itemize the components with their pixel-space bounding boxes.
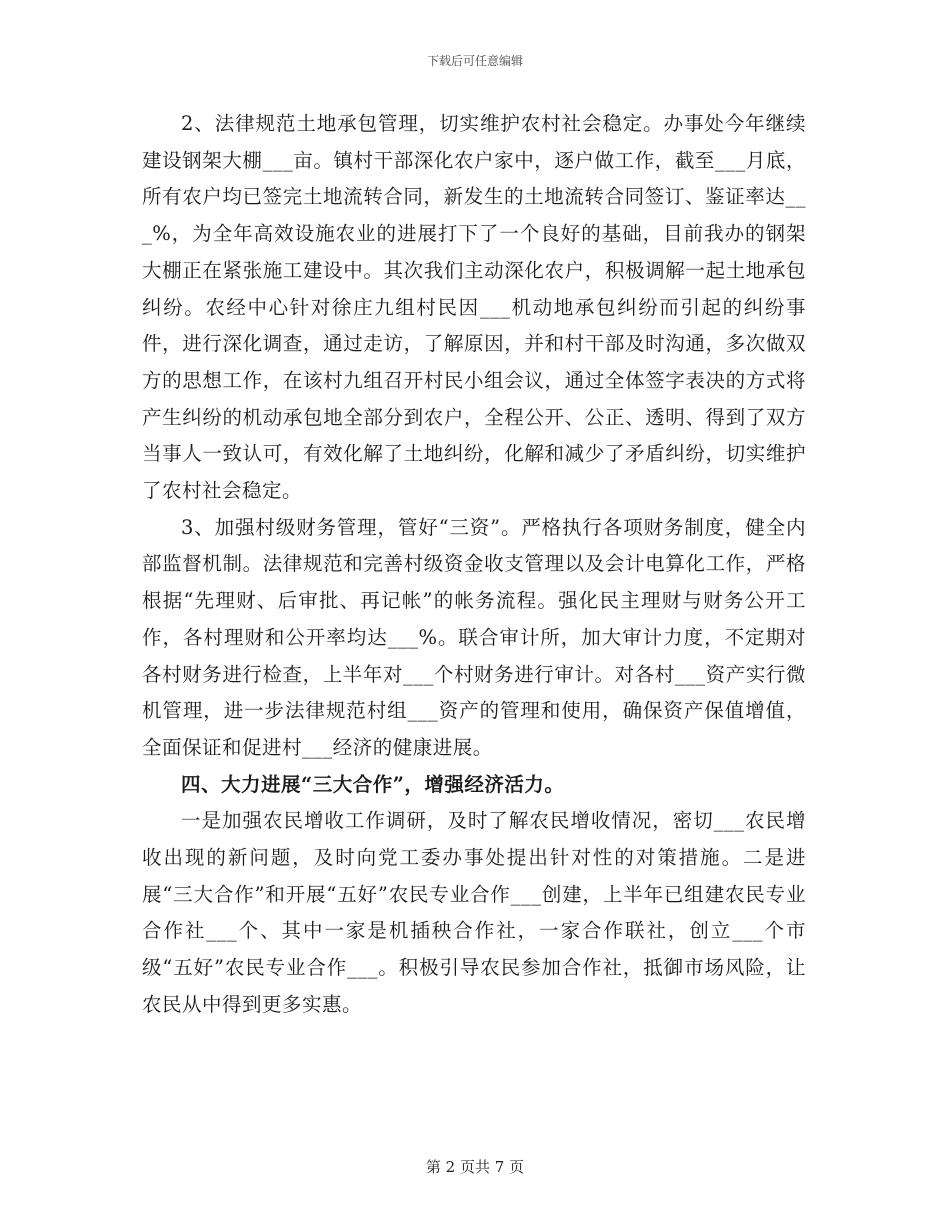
paragraph-land-contract: 2、法律规范土地承包管理，切实维护农村社会稳定。办事处今年继续建设钢架大棚___亩。镇村干部深化农户家中，逐户做工作，截至___月底，所有农户均已签完土地流转合同，新发生的土地流转合同签订、鉴证率达___%，为全年高效设施农业的进展打下了一个良好的基础，目前我办的钢架大棚正在紧张施工建设中。其次我们主动深化农户，积极调解一起土地承包纠纷。农经中心针对徐庄九组村民因___机动地承包纠纷而引起的纠纷事件，进行深化调查，通过走访，了解原因，并和村干部及时沟通，多次做双方的思想工作，在该村九组召开村民小组会议，通过全体签字表决的方式将产生纠纷的机动承包地全部分到农户，全程公开、公正、透明、得到了双方当事人一致认可，有效化解了土地纠纷，化解和减少了矛盾纠纷，切实维护了农村社会稳定。 xyxy=(142,112,806,503)
section-heading-cooperation: 四、大力进展“三大合作”，增强经济活力。 xyxy=(181,772,565,796)
page-footer: 第 2 页共 7 页 xyxy=(425,1158,525,1176)
paragraph-village-finance: 3、加强村级财务管理，管好“三资”。严格执行各项财务制度，健全内部监督机制。法律规范和完善村级资金收支管理以及会计电算化工作，严格根据“先理财、后审批、再记帐”的帐务流程。强化民主理财与财务公开工作，各村理财和公开率均达___%。联合审计所，加大审计力度，不定期对各村财务进行检查，上半年对___个村财务进行审计。对各村___资产实行微机管理，进一步法律规范村组___资产的管理和使用，确保资产保值增值，全面保证和促进村___经济的健康进展。 xyxy=(142,515,806,759)
page-header: 下载后可任意编辑 xyxy=(426,54,523,68)
paragraph-farmer-income: 一是加强农民增收工作调研，及时了解农民增收情况，密切___农民增收出现的新问题，及时向党工委办事处提出针对性的对策措施。二是进展“三大合作”和开展“五好”农民专业合作___创建，上半年已组建农民专业合作社___个、其中一家是机插秧合作社，一家合作联社，创立___个市级“五好”农民专业合作___。积极引导农民参加合作社，抵御市场风险，让农民从中得到更多实惠。 xyxy=(142,809,806,1016)
document-body xyxy=(142,106,806,1024)
